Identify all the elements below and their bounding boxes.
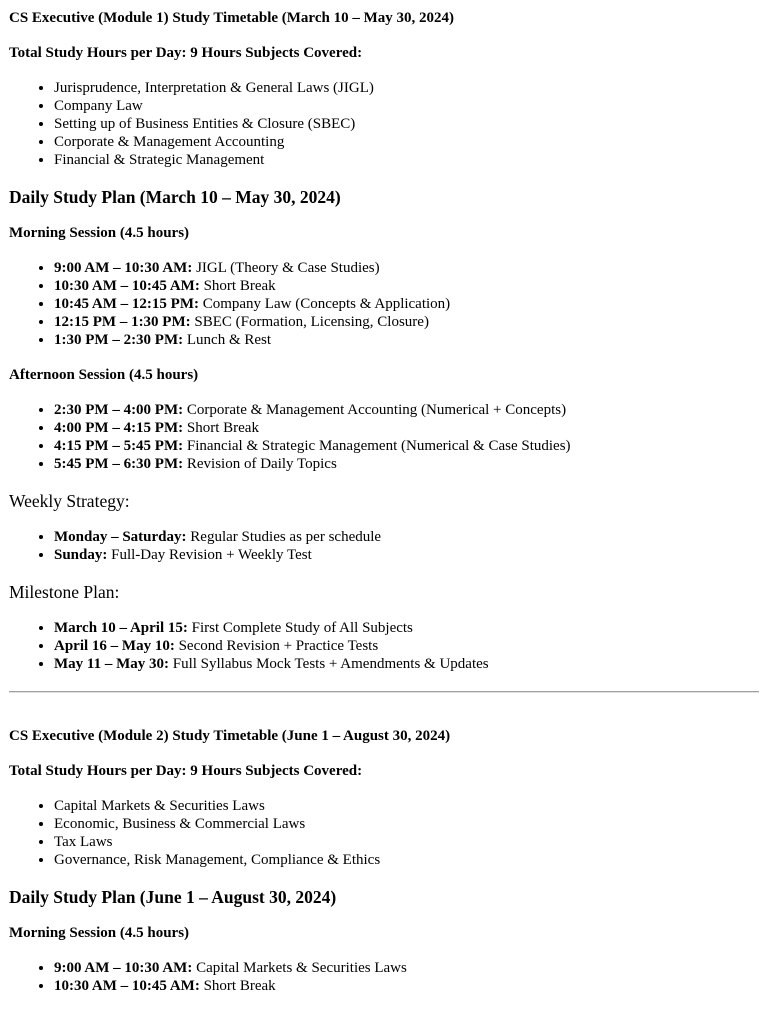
- time-label: 5:45 PM – 6:30 PM:: [54, 456, 184, 472]
- task-text: Corporate & Management Accounting (Numerical + Concepts): [186, 402, 567, 418]
- list-item: [54, 528, 759, 546]
- module1-subjects-list: [9, 79, 759, 169]
- task-text: Capital Markets & Securities Laws: [196, 960, 407, 976]
- task-text: First Complete Study of All Subjects: [191, 620, 413, 636]
- list-item: • Setting up of Business Entities & Closure (SBEC): [54, 115, 759, 133]
- list-item: [54, 313, 759, 331]
- list-item: [54, 419, 759, 437]
- list-item: • Capital Markets & Securities Laws: [54, 797, 759, 815]
- time-label: 9:00 AM – 10:30 AM:: [54, 960, 193, 976]
- module2-morning-heading: Morning Session (4.5 hours): [9, 925, 190, 941]
- milestone-plan-list: [9, 619, 759, 673]
- list-item: • Financial & Strategic Management: [54, 151, 759, 169]
- list-item: [54, 277, 759, 295]
- time-label: 10:45 AM – 12:15 PM:: [54, 296, 199, 312]
- time-label: May 11 – May 30:: [54, 656, 169, 672]
- list-item: [54, 546, 759, 564]
- time-label: March 10 – April 15:: [54, 620, 188, 636]
- section-divider: [9, 691, 759, 693]
- task-text: Financial & Strategic Management (Numerical & Case Studies): [186, 438, 571, 454]
- list-item: • Economic, Business & Commercial Laws: [54, 815, 759, 833]
- list-item: • Company Law: [54, 97, 759, 115]
- list-item: • Corporate & Management Accounting: [54, 133, 759, 151]
- time-label: 12:15 PM – 1:30 PM:: [54, 314, 191, 330]
- list-item: [54, 259, 759, 277]
- milestone-plan-heading: Milestone Plan:: [9, 582, 120, 602]
- time-label: Sunday:: [54, 547, 108, 563]
- module2-plan-heading: Daily Study Plan (June 1 – August 30, 2024): [9, 887, 337, 907]
- list-item: • Jurisprudence, Interpretation & General Laws (JIGL): [54, 79, 759, 97]
- list-item: • Governance, Risk Management, Compliance & Ethics: [54, 851, 759, 869]
- time-label: 1:30 PM – 2:30 PM:: [54, 332, 184, 348]
- module1-morning-heading: Morning Session (4.5 hours): [9, 225, 190, 241]
- task-text: Short Break: [203, 278, 276, 294]
- module2-summary: Total Study Hours per Day: 9 Hours Subjects Covered:: [9, 763, 363, 779]
- list-item: [54, 619, 759, 637]
- task-text: Full Syllabus Mock Tests + Amendments & Updates: [172, 656, 489, 672]
- list-item: [54, 401, 759, 419]
- module1-afternoon-heading: Afternoon Session (4.5 hours): [9, 367, 199, 383]
- list-item: [54, 331, 759, 349]
- list-item: [54, 655, 759, 673]
- task-text: SBEC (Formation, Licensing, Closure): [194, 314, 429, 330]
- task-text: Short Break: [203, 978, 276, 994]
- task-text: Full-Day Revision + Weekly Test: [111, 547, 312, 563]
- time-label: 4:00 PM – 4:15 PM:: [54, 420, 184, 436]
- time-label: 4:15 PM – 5:45 PM:: [54, 438, 184, 454]
- module2-title: CS Executive (Module 2) Study Timetable (June 1 – August 30, 2024): [9, 728, 451, 744]
- time-label: 9:00 AM – 10:30 AM:: [54, 260, 193, 276]
- list-item: [54, 637, 759, 655]
- weekly-strategy-heading: Weekly Strategy:: [9, 491, 130, 511]
- list-item: [54, 959, 759, 977]
- weekly-strategy-list: [9, 528, 759, 564]
- list-item: [54, 455, 759, 473]
- module1-afternoon-list: [9, 401, 759, 473]
- list-item: • Tax Laws: [54, 833, 759, 851]
- module1-title: CS Executive (Module 1) Study Timetable (March 10 – May 30, 2024): [9, 10, 454, 26]
- list-item: [54, 977, 759, 995]
- time-label: Monday – Saturday:: [54, 529, 187, 545]
- time-label: 2:30 PM – 4:00 PM:: [54, 402, 184, 418]
- task-text: Short Break: [186, 420, 259, 436]
- task-text: Lunch & Rest: [186, 332, 272, 348]
- task-text: Second Revision + Practice Tests: [178, 638, 379, 654]
- module2-subjects-list: [9, 797, 759, 869]
- module1-summary: Total Study Hours per Day: 9 Hours Subjects Covered:: [9, 45, 363, 61]
- list-item: [54, 295, 759, 313]
- module1-morning-list: [9, 259, 759, 349]
- module2-morning-list: [9, 959, 759, 995]
- time-label: 10:30 AM – 10:45 AM:: [54, 278, 200, 294]
- task-text: Revision of Daily Topics: [186, 456, 337, 472]
- task-text: Regular Studies as per schedule: [190, 529, 382, 545]
- time-label: April 16 – May 10:: [54, 638, 175, 654]
- time-label: 10:30 AM – 10:45 AM:: [54, 978, 200, 994]
- task-text: JIGL (Theory & Case Studies): [196, 260, 380, 276]
- task-text: Company Law (Concepts & Application): [202, 296, 451, 312]
- module1-plan-heading: Daily Study Plan (March 10 – May 30, 2024): [9, 187, 341, 207]
- list-item: [54, 437, 759, 455]
